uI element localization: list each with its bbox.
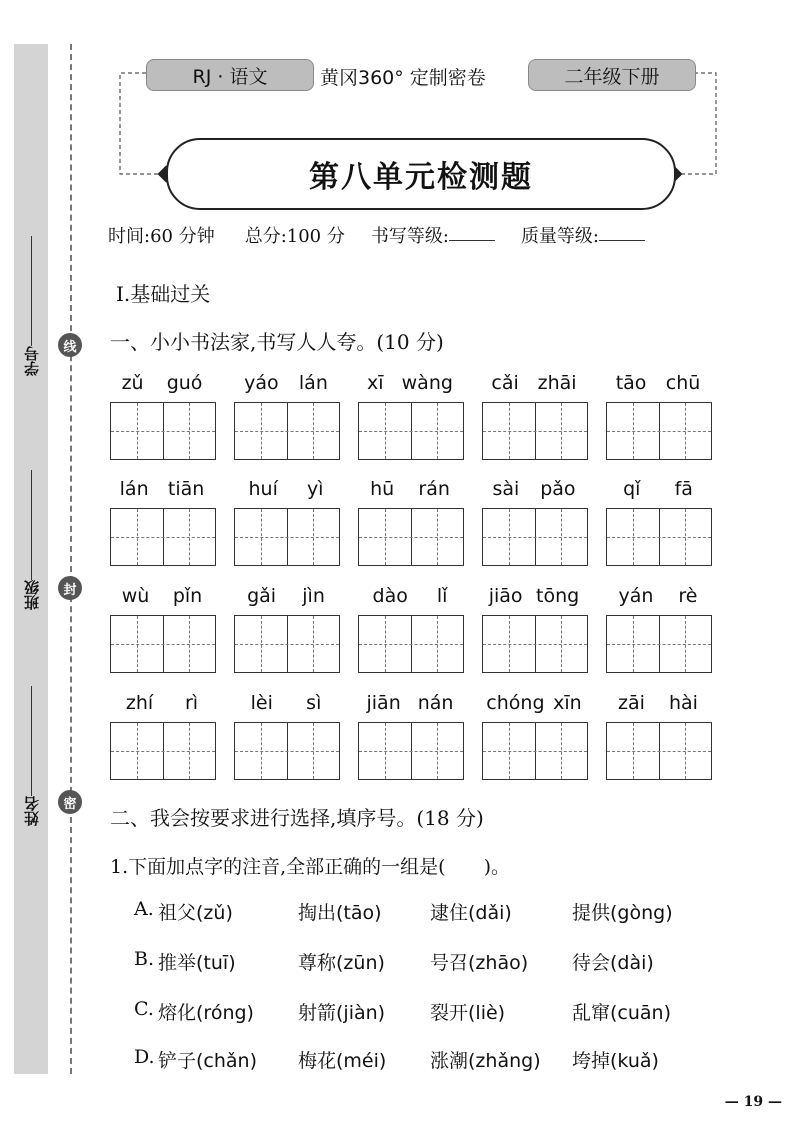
option-word <box>572 898 673 925</box>
pinyin-syllable: fā <box>674 478 693 500</box>
option-word <box>430 948 528 975</box>
pinyin-syllable: lán <box>298 372 328 394</box>
pinyin-label <box>606 478 710 500</box>
pinyin-syllable: pǐn <box>172 585 203 607</box>
pinyin-syllable: zhāi <box>537 372 577 394</box>
pinyin-syllable: sì <box>306 692 322 714</box>
word-hanzi: 号召 <box>430 952 469 974</box>
writing-grade-label: 书写等级: <box>370 226 449 247</box>
option-label[interactable]: D. <box>134 1046 155 1068</box>
word-hanzi: 铲子 <box>158 1050 197 1072</box>
pinyin-label <box>482 585 586 607</box>
word-pinyin: (cuān) <box>610 1002 672 1024</box>
pinyin-label <box>606 692 710 714</box>
word-hanzi: 逮住 <box>430 902 469 924</box>
class-field[interactable] <box>14 470 48 630</box>
pinyin-label <box>358 585 462 607</box>
pinyin-syllable: zhí <box>125 692 154 714</box>
quality-grade-label: 质量等级: <box>520 226 600 247</box>
writing-box[interactable] <box>358 615 464 673</box>
name-field[interactable] <box>14 686 48 846</box>
pinyin-syllable: zāi <box>618 692 645 714</box>
binding-dashed-line <box>70 44 72 1074</box>
class-label: 班级 <box>22 580 41 610</box>
word-hanzi: 裂开 <box>430 1002 469 1024</box>
word-pinyin: (dǎi) <box>468 902 512 924</box>
writing-box[interactable] <box>234 615 340 673</box>
pinyin-label <box>110 372 214 394</box>
grade-pill: 二年级下册 <box>528 59 696 91</box>
pinyin-label <box>606 585 710 607</box>
pinyin-syllable: zǔ <box>121 372 144 394</box>
pinyin-label <box>110 478 214 500</box>
word-pinyin: (dài) <box>610 952 654 974</box>
option-word <box>158 898 233 925</box>
option-label[interactable]: A. <box>134 898 154 920</box>
option-word <box>572 948 654 975</box>
pinyin-syllable: rè <box>678 585 698 607</box>
writing-box[interactable] <box>482 508 588 566</box>
option-word <box>298 998 385 1025</box>
writing-box[interactable] <box>358 508 464 566</box>
writing-box[interactable] <box>606 402 712 460</box>
writing-box[interactable] <box>358 402 464 460</box>
student-id-field[interactable] <box>14 236 48 396</box>
pinyin-syllable: yáo <box>244 372 279 394</box>
pinyin-label <box>482 692 586 714</box>
pinyin-syllable: chū <box>665 372 701 394</box>
name-line <box>31 686 32 796</box>
word-hanzi: 推举 <box>158 952 197 974</box>
pinyin-syllable: jiāo <box>488 585 523 607</box>
pinyin-syllable: guó <box>166 372 203 394</box>
word-hanzi: 提供 <box>572 902 611 924</box>
word-hanzi: 乱窜 <box>572 1002 611 1024</box>
series-title: 黄冈360° 定制密卷 <box>320 67 486 89</box>
pinyin-label <box>234 585 338 607</box>
pinyin-syllable: xī <box>367 372 384 394</box>
word-hanzi: 熔化 <box>158 1002 197 1024</box>
word-hanzi: 垮掉 <box>572 1050 611 1072</box>
pinyin-syllable: chóng <box>486 692 545 714</box>
question-2-1-text: 1.下面加点字的注音,全部正确的一组是( )。 <box>110 856 510 878</box>
seal-line-mark: 线 <box>58 333 82 357</box>
word-pinyin: (liè) <box>468 1002 506 1024</box>
pinyin-syllable: tōng <box>536 585 580 607</box>
word-pinyin: (jiàn) <box>336 1002 386 1024</box>
word-hanzi: 祖父 <box>158 902 197 924</box>
pinyin-syllable: huí <box>248 478 278 500</box>
word-pinyin: (zhǎng) <box>468 1050 541 1072</box>
writing-box[interactable] <box>110 722 216 780</box>
pinyin-syllable: jiān <box>366 692 401 714</box>
writing-box[interactable] <box>234 508 340 566</box>
student-id-line <box>31 236 32 346</box>
option-word <box>298 898 382 925</box>
pinyin-label <box>358 478 462 500</box>
word-pinyin: (zūn) <box>336 952 385 974</box>
pinyin-syllable: yì <box>306 478 324 500</box>
pinyin-syllable: wàng <box>401 372 453 394</box>
word-hanzi: 射箭 <box>298 1002 337 1024</box>
option-word <box>572 1046 659 1073</box>
writing-box[interactable] <box>358 722 464 780</box>
pinyin-label <box>234 478 338 500</box>
exam-info-row <box>108 222 645 248</box>
option-word <box>158 948 236 975</box>
pinyin-syllable: rì <box>184 692 199 714</box>
pinyin-syllable: rán <box>418 478 450 500</box>
writing-box[interactable] <box>234 402 340 460</box>
writing-box[interactable] <box>110 508 216 566</box>
pinyin-label <box>110 692 214 714</box>
option-word <box>298 948 385 975</box>
option-word <box>158 1046 257 1073</box>
pinyin-syllable: cǎi <box>491 372 519 394</box>
option-word <box>430 898 512 925</box>
pinyin-syllable: pǎo <box>540 478 576 500</box>
pinyin-syllable: nán <box>417 692 454 714</box>
pinyin-label <box>358 372 462 394</box>
pinyin-syllable: yán <box>618 585 654 607</box>
option-word <box>158 998 254 1025</box>
pinyin-syllable: tāo <box>615 372 647 394</box>
option-word <box>572 998 671 1025</box>
pinyin-label <box>358 692 462 714</box>
writing-box[interactable] <box>482 722 588 780</box>
pinyin-syllable: wù <box>121 585 150 607</box>
writing-box[interactable] <box>110 402 216 460</box>
word-pinyin: (kuǎ) <box>610 1050 659 1072</box>
pinyin-syllable: dào <box>372 585 408 607</box>
name-label: 姓名 <box>22 796 41 826</box>
page-number: — 19 — <box>724 1094 782 1110</box>
test-title: 第八单元检测题 <box>166 138 676 210</box>
writing-box[interactable] <box>606 508 712 566</box>
pinyin-label <box>482 478 586 500</box>
word-hanzi: 尊称 <box>298 952 337 974</box>
writing-box[interactable] <box>606 722 712 780</box>
word-pinyin: (róng) <box>196 1002 254 1024</box>
writing-box[interactable] <box>482 402 588 460</box>
pinyin-syllable: gǎi <box>247 585 277 607</box>
writing-box[interactable] <box>606 615 712 673</box>
option-label[interactable]: B. <box>134 948 155 970</box>
pinyin-label <box>234 372 338 394</box>
pinyin-label <box>110 585 214 607</box>
writing-box[interactable] <box>110 615 216 673</box>
word-pinyin: (tāo) <box>336 902 382 924</box>
pinyin-syllable: lǐ <box>436 585 448 607</box>
seal-seal-mark: 封 <box>58 576 82 600</box>
exam-total-score: 总分:100 分 <box>244 226 345 247</box>
pinyin-syllable: sài <box>492 478 520 500</box>
option-word <box>430 998 505 1025</box>
pinyin-syllable: xīn <box>553 692 582 714</box>
seal-secret-mark: 密 <box>58 790 82 814</box>
question-2-heading: 二、我会按要求进行选择,填序号。(18 分) <box>110 806 484 830</box>
question-1-heading: 一、小小书法家,书写人人夸。(10 分) <box>110 330 444 354</box>
word-pinyin: (gòng) <box>610 902 673 924</box>
option-label[interactable]: C. <box>134 998 154 1020</box>
pinyin-syllable: hū <box>370 478 395 500</box>
writing-box[interactable] <box>234 722 340 780</box>
writing-box[interactable] <box>482 615 588 673</box>
word-pinyin: (tuī) <box>196 952 236 974</box>
pinyin-label <box>234 692 338 714</box>
exam-time: 时间:60 分钟 <box>108 226 215 247</box>
word-hanzi: 梅花 <box>298 1050 337 1072</box>
word-pinyin: (zhāo) <box>468 952 529 974</box>
pinyin-syllable: jìn <box>302 585 325 607</box>
word-pinyin: (zǔ) <box>196 902 233 924</box>
pinyin-syllable: tiān <box>167 478 205 500</box>
word-hanzi: 掏出 <box>298 902 337 924</box>
part-heading: Ⅰ.基础过关 <box>116 282 211 306</box>
pinyin-label <box>606 372 710 394</box>
word-hanzi: 待会 <box>572 952 611 974</box>
option-word <box>430 1046 541 1073</box>
word-pinyin: (méi) <box>336 1050 387 1072</box>
subject-pill: RJ · 语文 <box>146 59 314 91</box>
class-line <box>31 470 32 580</box>
word-hanzi: 涨潮 <box>430 1050 469 1072</box>
option-word <box>298 1046 386 1073</box>
writing-grade-blank[interactable] <box>449 222 495 241</box>
pinyin-syllable: hài <box>669 692 698 714</box>
quality-grade-blank[interactable] <box>599 222 645 241</box>
pinyin-label <box>482 372 586 394</box>
pinyin-syllable: lán <box>119 478 149 500</box>
student-id-label: 学号 <box>22 346 41 376</box>
pinyin-syllable: lèi <box>250 692 273 714</box>
pinyin-syllable: qǐ <box>623 478 641 500</box>
word-pinyin: (chǎn) <box>196 1050 258 1072</box>
